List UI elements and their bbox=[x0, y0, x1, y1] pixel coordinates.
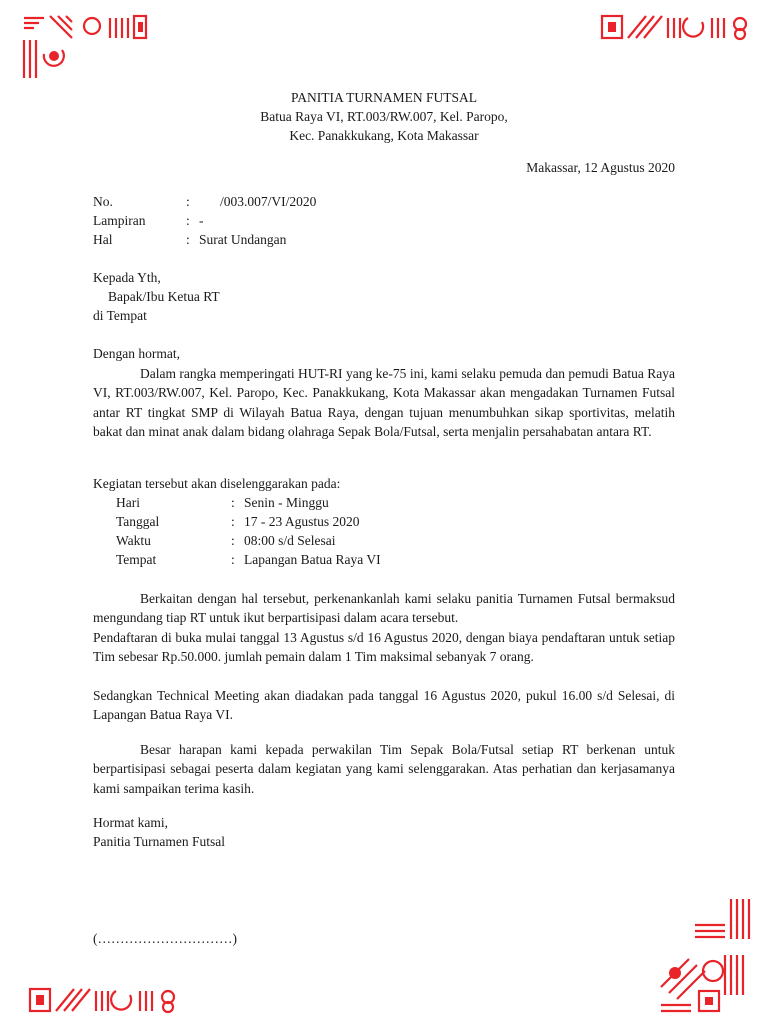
schedule-value: 17 - 23 Agustus 2020 bbox=[244, 514, 360, 529]
meta-no-colon: : bbox=[186, 194, 190, 209]
paragraph-4: Sedangkan Technical Meeting akan diadakan pada tanggal 16 Agustus 2020, pukul 16.00 s/d Selesai, di Lapangan Batua Raya VI. bbox=[93, 688, 675, 723]
meta-lampiran-label: Lampiran bbox=[93, 213, 146, 228]
schedule-colon: : bbox=[231, 552, 235, 567]
recipient-line-2: Bapak/Ibu Ketua RT bbox=[108, 289, 220, 304]
recipient-line-1: Kepada Yth, bbox=[93, 270, 161, 285]
letterhead-title: PANITIA TURNAMEN FUTSAL bbox=[290, 90, 478, 105]
schedule-value: 08:00 s/d Selesai bbox=[244, 533, 336, 548]
schedule-intro: Kegiatan tersebut akan diselenggarakan pada: bbox=[93, 476, 341, 491]
schedule-colon: : bbox=[231, 533, 235, 548]
signature-placeholder: (…………………………) bbox=[93, 931, 237, 946]
greeting: Dengan hormat, bbox=[93, 346, 180, 361]
letterhead-address-1: Batua Raya VI, RT.003/RW.007, Kel. Paropo, bbox=[260, 109, 508, 124]
meta-hal-label: Hal bbox=[93, 232, 113, 247]
meta-no-value: /003.007/VI/2020 bbox=[220, 194, 317, 209]
paragraph-5: Besar harapan kami kepada perwakilan Tim Sepak Bola/Futsal setiap RT berkenan untuk berpartisipasi sebagai peserta dalam kegiatan yang kami selenggarakan. Atas perhatian dan kerjasamanya kami sampaikan terima kasih. bbox=[93, 742, 675, 796]
meta-lampiran-colon: : bbox=[186, 213, 190, 228]
meta-hal-value: Surat Undangan bbox=[199, 232, 287, 247]
meta-no-label: No. bbox=[93, 194, 113, 209]
meta-lampiran-value: - bbox=[199, 213, 204, 228]
paragraph-1: Dalam rangka memperingati HUT-RI yang ke-75 ini, kami selaku pemuda dan pemudi Batua Raya VI, RT.003/RW.007, Kel. Paropo, Kec. Panakkukang, Kota Makassar akan mengadakan Turnamen Futsal antar RT tingkat SMP di Wilayah Batua Raya, dengan tujuan menumbuhkan sikap sportivitas, melatih bakat dan minat anak dalam bidang olahraga Sepak Bola/Futsal, serta menjalin persahabatan antara RT. bbox=[93, 366, 675, 439]
ornament-bottom-right-icon bbox=[655, 895, 755, 1015]
schedule-value: Lapangan Batua Raya VI bbox=[244, 552, 381, 567]
schedule-label: Waktu bbox=[116, 533, 151, 548]
letter-date: Makassar, 12 Agustus 2020 bbox=[526, 160, 675, 175]
closing-line-1: Hormat kami, bbox=[93, 815, 168, 830]
meta-hal-colon: : bbox=[186, 232, 190, 247]
schedule-colon: : bbox=[231, 514, 235, 529]
schedule-label: Hari bbox=[116, 495, 140, 510]
schedule-value: Senin - Minggu bbox=[244, 495, 329, 510]
schedule-label: Tempat bbox=[116, 552, 157, 567]
letterhead-address-2: Kec. Panakkukang, Kota Makassar bbox=[289, 128, 479, 143]
schedule-label: Tanggal bbox=[116, 514, 160, 529]
paragraph-2: Berkaitan dengan hal tersebut, perkenankanlah kami selaku panitia Turnamen Futsal bermaksud mengundang tiap RT untuk ikut berpartisipasi dalam acara tersebut. bbox=[93, 591, 675, 626]
closing-line-2: Panitia Turnamen Futsal bbox=[93, 834, 226, 849]
ornament-top-right-icon bbox=[600, 12, 750, 42]
ornament-bottom-left-icon bbox=[28, 985, 178, 1015]
recipient-line-3: di Tempat bbox=[93, 308, 147, 323]
schedule-colon: : bbox=[231, 495, 235, 510]
ornament-top-left-icon bbox=[20, 12, 150, 82]
paragraph-3: Pendaftaran di buka mulai tanggal 13 Agustus s/d 16 Agustus 2020, dengan biaya pendaftaran untuk setiap Tim sebesar Rp.50.000. jumlah pemain dalam 1 Tim maksimal sebanyak 7 orang. bbox=[93, 630, 675, 665]
